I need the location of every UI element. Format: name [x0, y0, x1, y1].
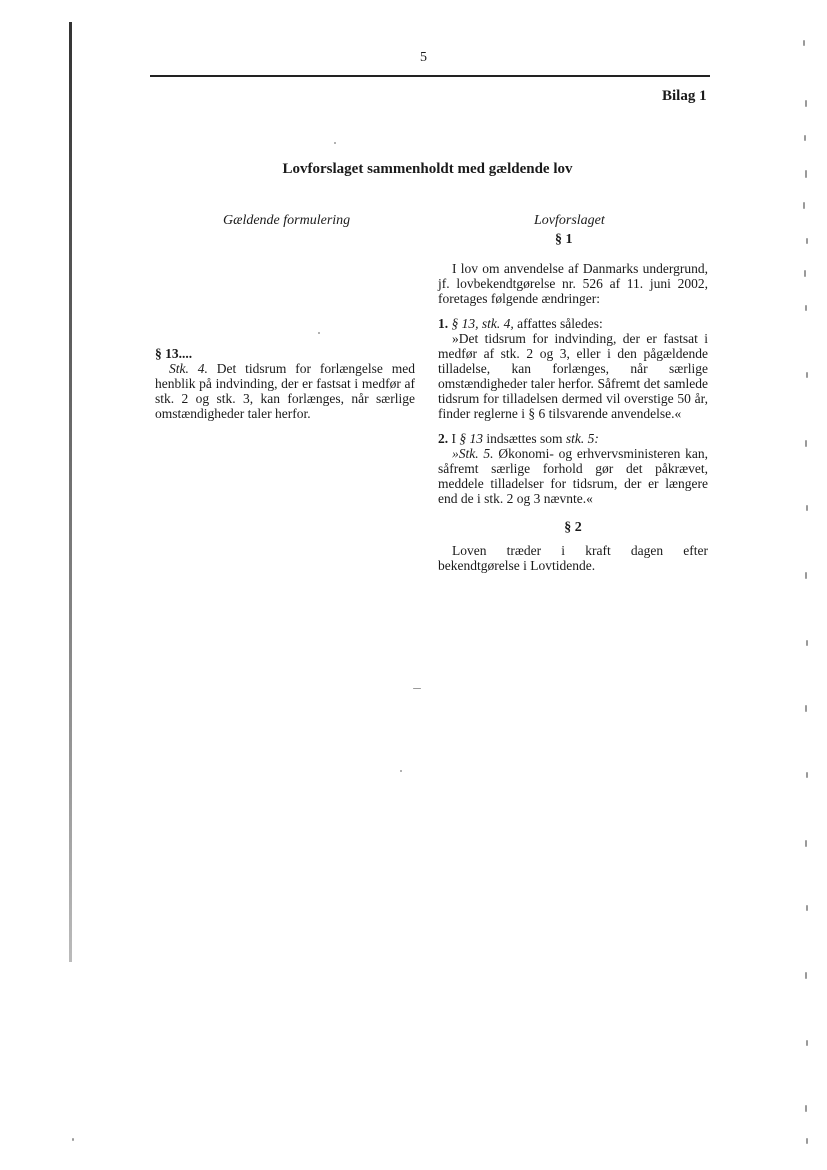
section-1-heading: § 1: [555, 232, 573, 247]
amendment-1-text: »Det tidsrum for indvinding, der er fastsat i medfør af stk. 2 og 3, eller i den pågældende tilladelse, kan forlænges, når særlige omstændigheder taler herfor. Såfremt det samlede tidsrum for tilladelsen dermed vil overstige 50 år, finder reglerne i § 6 tilsvarende anvendelse.«: [438, 331, 708, 421]
amendment-1-number: 1.: [438, 316, 449, 331]
stk-4-paragraph: [155, 361, 415, 421]
amendment-1-heading: [438, 316, 708, 331]
amendment-2-target: stk. 5:: [565, 431, 599, 446]
amendment-2-reference: § 13: [459, 431, 483, 446]
amendment-2-instruction: indsættes som: [486, 431, 563, 446]
intro-paragraph: I lov om anvendelse af Danmarks undergrund, jf. lovbekendtgørelse nr. 526 af 11. juni 2002, foretages følgende ændringer:: [438, 261, 708, 306]
amendment-2-text: Økonomi- og erhvervsministeren kan, såfremt særlige forhold gør det påkrævet, meddele tilladelser for tidsrum, der er længere end de i stk. 2 og 3 nævnte.«: [438, 446, 709, 506]
left-column-heading: Gældende formulering: [223, 213, 351, 228]
right-column-heading: Lovforslaget: [534, 213, 605, 228]
section-2-heading: § 2: [564, 520, 582, 535]
page-number: 5: [420, 50, 427, 65]
header-rule: [150, 75, 710, 77]
amendment-2-heading: [438, 431, 708, 446]
amendment-1-reference: § 13, stk. 4,: [451, 316, 514, 331]
current-law-column: [155, 346, 415, 421]
stk-5-label: »Stk. 5.: [452, 446, 494, 461]
amendment-2-prefix: I: [451, 431, 456, 446]
stk-4-label: Stk. 4.: [169, 361, 208, 376]
stk-4-text: Det tidsrum for forlængelse med henblik på indvinding, der er fastsat i medfør af stk. 2 og stk. 3, kan forlænges, når særlige omstændigheder taler herfor.: [155, 361, 415, 421]
section-13-label: § 13....: [155, 346, 193, 361]
annex-label: Bilag 1: [662, 88, 707, 104]
amendment-2-number: 2.: [438, 431, 449, 446]
document-title: Lovforslaget sammenholdt med gældende lov: [282, 161, 573, 177]
commencement-paragraph: Loven træder i kraft dagen efter bekendtgørelse i Lovtidende.: [438, 543, 708, 573]
bill-column: [438, 261, 708, 573]
amendment-2-paragraph: [438, 446, 708, 506]
amendment-1-instruction: affattes således:: [517, 316, 603, 331]
